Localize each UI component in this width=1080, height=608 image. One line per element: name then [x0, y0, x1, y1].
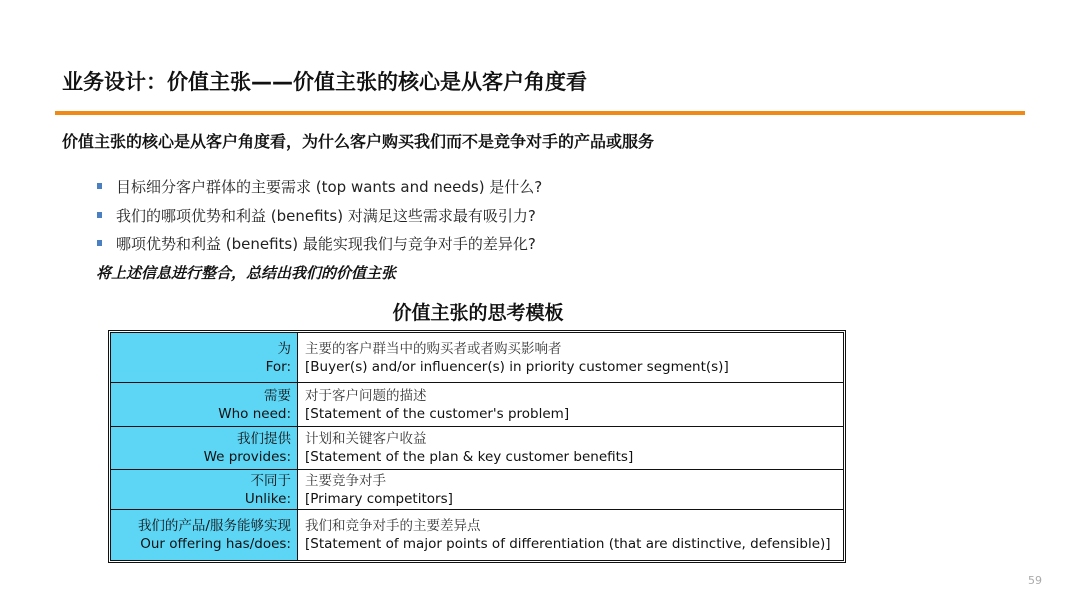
- page-title: 业务设计：价值主张——价值主张的核心是从客户角度看: [62, 70, 587, 94]
- row-content: [298, 510, 843, 560]
- row-content: [298, 470, 843, 509]
- row-label-en: Who need:: [218, 405, 291, 422]
- bullet-square-icon: [97, 183, 102, 189]
- row-content-en: [Statement of major points of differentiation (that are distinctive, defensible)]: [305, 536, 831, 552]
- question-item: [96, 176, 542, 205]
- row-label-zh: 我们提供: [237, 431, 291, 447]
- row-label: [111, 510, 298, 560]
- row-label-zh: 不同于: [250, 472, 291, 489]
- row-label: [111, 383, 298, 426]
- template-row-we-provide: [111, 426, 843, 469]
- row-content-en: [Statement of the customer's problem]: [305, 405, 570, 422]
- question-item: [96, 233, 542, 262]
- template-row-who-need: [111, 382, 843, 426]
- question-text: 目标细分客户群体的主要需求 (top wants and needs) 是什么?: [116, 178, 543, 196]
- row-label-zh: 我们的产品/服务能够实现: [137, 518, 291, 534]
- row-content: [298, 427, 843, 469]
- row-content-en: [Statement of the plan & key customer benefits]: [305, 449, 634, 465]
- row-label-en: For:: [265, 358, 291, 375]
- template-title: 价值主张的思考模板: [392, 302, 564, 324]
- title-divider: [55, 111, 1025, 115]
- row-label-en: Unlike:: [244, 490, 291, 507]
- question-text: 我们的哪项优势和利益 (benefits) 对满足这些需求最有吸引力?: [116, 206, 536, 225]
- row-content-en: [Buyer(s) and/or influencer(s) in priority customer segment(s)]: [305, 358, 729, 375]
- row-content-zh: 主要的客户群当中的购买者或者购买影响者: [305, 340, 562, 357]
- row-content: [298, 383, 843, 426]
- bullet-square-icon: [97, 240, 102, 246]
- row-content-zh: 主要竞争对手: [305, 472, 386, 489]
- question-text: 哪项优势和利益 (benefits) 最能实现我们与竞争对手的差异化?: [116, 235, 536, 253]
- template-row-for: [111, 333, 843, 382]
- template-row-unlike: [111, 469, 843, 509]
- row-content-en: [Primary competitors]: [305, 490, 453, 507]
- row-label: [111, 427, 298, 469]
- row-label-zh: 需要: [264, 387, 291, 404]
- row-content-zh: 我们和竞争对手的主要差异点: [305, 518, 481, 534]
- page-subtitle: 价值主张的核心是从客户角度看，为什么客户购买我们而不是竞争对手的产品或服务: [62, 132, 655, 151]
- value-proposition-template-table: [108, 330, 846, 563]
- row-label-zh: 为: [277, 340, 291, 357]
- row-label: [111, 333, 298, 382]
- row-content-zh: 对于客户问题的描述: [305, 387, 427, 404]
- row-label-en: We provides:: [203, 449, 291, 465]
- row-content: [298, 333, 843, 382]
- row-label-en: Our offering has/does:: [140, 536, 291, 552]
- conclusion-text: 将上述信息进行整合，总结出我们的价值主张: [96, 264, 397, 282]
- template-row-offering: [111, 509, 843, 560]
- question-item: [96, 205, 542, 234]
- question-list: [96, 176, 542, 262]
- row-label: [111, 470, 298, 509]
- page-number: 59: [1028, 574, 1042, 587]
- row-content-zh: 计划和关键客户收益: [305, 431, 427, 447]
- bullet-square-icon: [97, 212, 102, 218]
